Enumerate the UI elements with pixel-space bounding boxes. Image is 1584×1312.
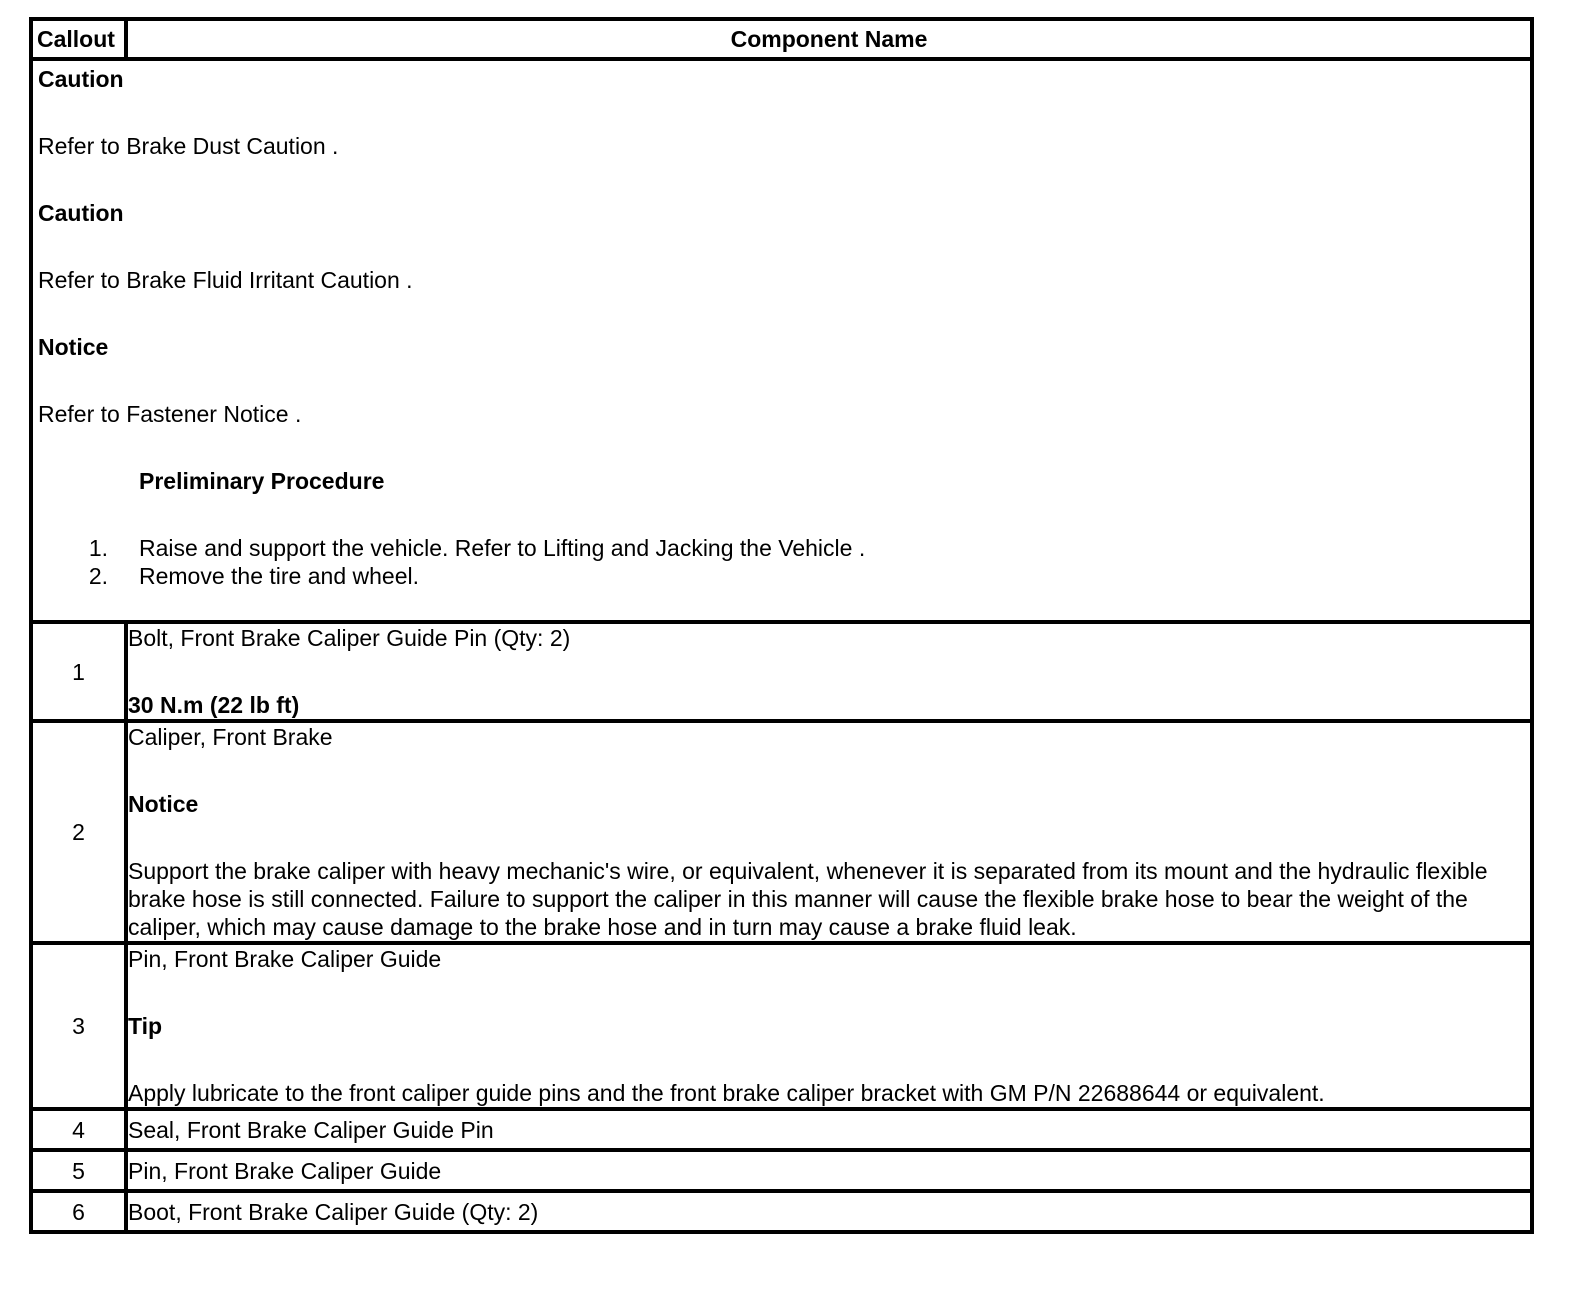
procedure-step	[38, 562, 1526, 590]
table-row	[31, 721, 1532, 943]
table-header-row	[31, 19, 1532, 59]
tip-title: Tip	[128, 1013, 163, 1039]
table-row	[31, 622, 1532, 721]
component-cell	[126, 622, 1532, 721]
caution-title: Caution	[38, 66, 124, 92]
step-text: Raise and support the vehicle. Refer to Lifting and Jacking the Vehicle .	[139, 535, 866, 561]
component-name: Caliper, Front Brake	[128, 724, 333, 750]
tip-text: Apply lubricate to the front caliper guide pins and the front brake caliper bracket with GM P/N 22688644 or equivalent.	[128, 1080, 1325, 1106]
notice-title: Notice	[38, 334, 109, 360]
procedure-title: Preliminary Procedure	[139, 468, 385, 494]
table-row	[31, 1109, 1532, 1150]
component-name: Seal, Front Brake Caliper Guide Pin	[126, 1109, 1532, 1150]
component-table	[29, 17, 1534, 1234]
header-component-name: Component Name	[126, 19, 1532, 59]
intro-row	[31, 59, 1532, 622]
intro-cell	[31, 59, 1532, 622]
component-cell	[126, 943, 1532, 1109]
procedure-step	[38, 534, 1526, 562]
notice-text: Refer to Fastener Notice .	[38, 401, 302, 427]
step-number: 1.	[88, 535, 108, 561]
component-cell	[126, 721, 1532, 943]
callout-number: 3	[31, 943, 126, 1109]
procedure-steps	[38, 534, 1526, 590]
notice-title: Notice	[128, 791, 199, 817]
callout-number: 1	[31, 622, 126, 721]
table-row	[31, 1191, 1532, 1232]
component-name: Pin, Front Brake Caliper Guide	[126, 1150, 1532, 1191]
callout-number: 4	[31, 1109, 126, 1150]
component-name: Pin, Front Brake Caliper Guide	[128, 946, 442, 972]
component-name: Bolt, Front Brake Caliper Guide Pin (Qty: 2)	[128, 625, 571, 651]
notice-text: Support the brake caliper with heavy mechanic's wire, or equivalent, whenever it is separated from its mount and the hydraulic flexible brake hose is still connected. Failure to support the caliper in this manner will cause the flexible brake hose to bear the weight of the caliper, which may cause damage to the brake hose and in turn may cause a brake fluid leak.	[128, 858, 1488, 940]
header-callout: Callout	[31, 19, 126, 59]
torque-spec: 30 N.m (22 lb ft)	[128, 692, 300, 718]
component-name: Boot, Front Brake Caliper Guide (Qty: 2)	[126, 1191, 1532, 1232]
callout-number: 2	[31, 721, 126, 943]
caution-text: Refer to Brake Dust Caution .	[38, 133, 339, 159]
step-text: Remove the tire and wheel.	[139, 563, 419, 589]
caution-text: Refer to Brake Fluid Irritant Caution .	[38, 267, 413, 293]
table-row	[31, 1150, 1532, 1191]
callout-number: 5	[31, 1150, 126, 1191]
table-row	[31, 943, 1532, 1109]
step-number: 2.	[88, 563, 108, 589]
callout-number: 6	[31, 1191, 126, 1232]
caution-title: Caution	[38, 200, 124, 226]
